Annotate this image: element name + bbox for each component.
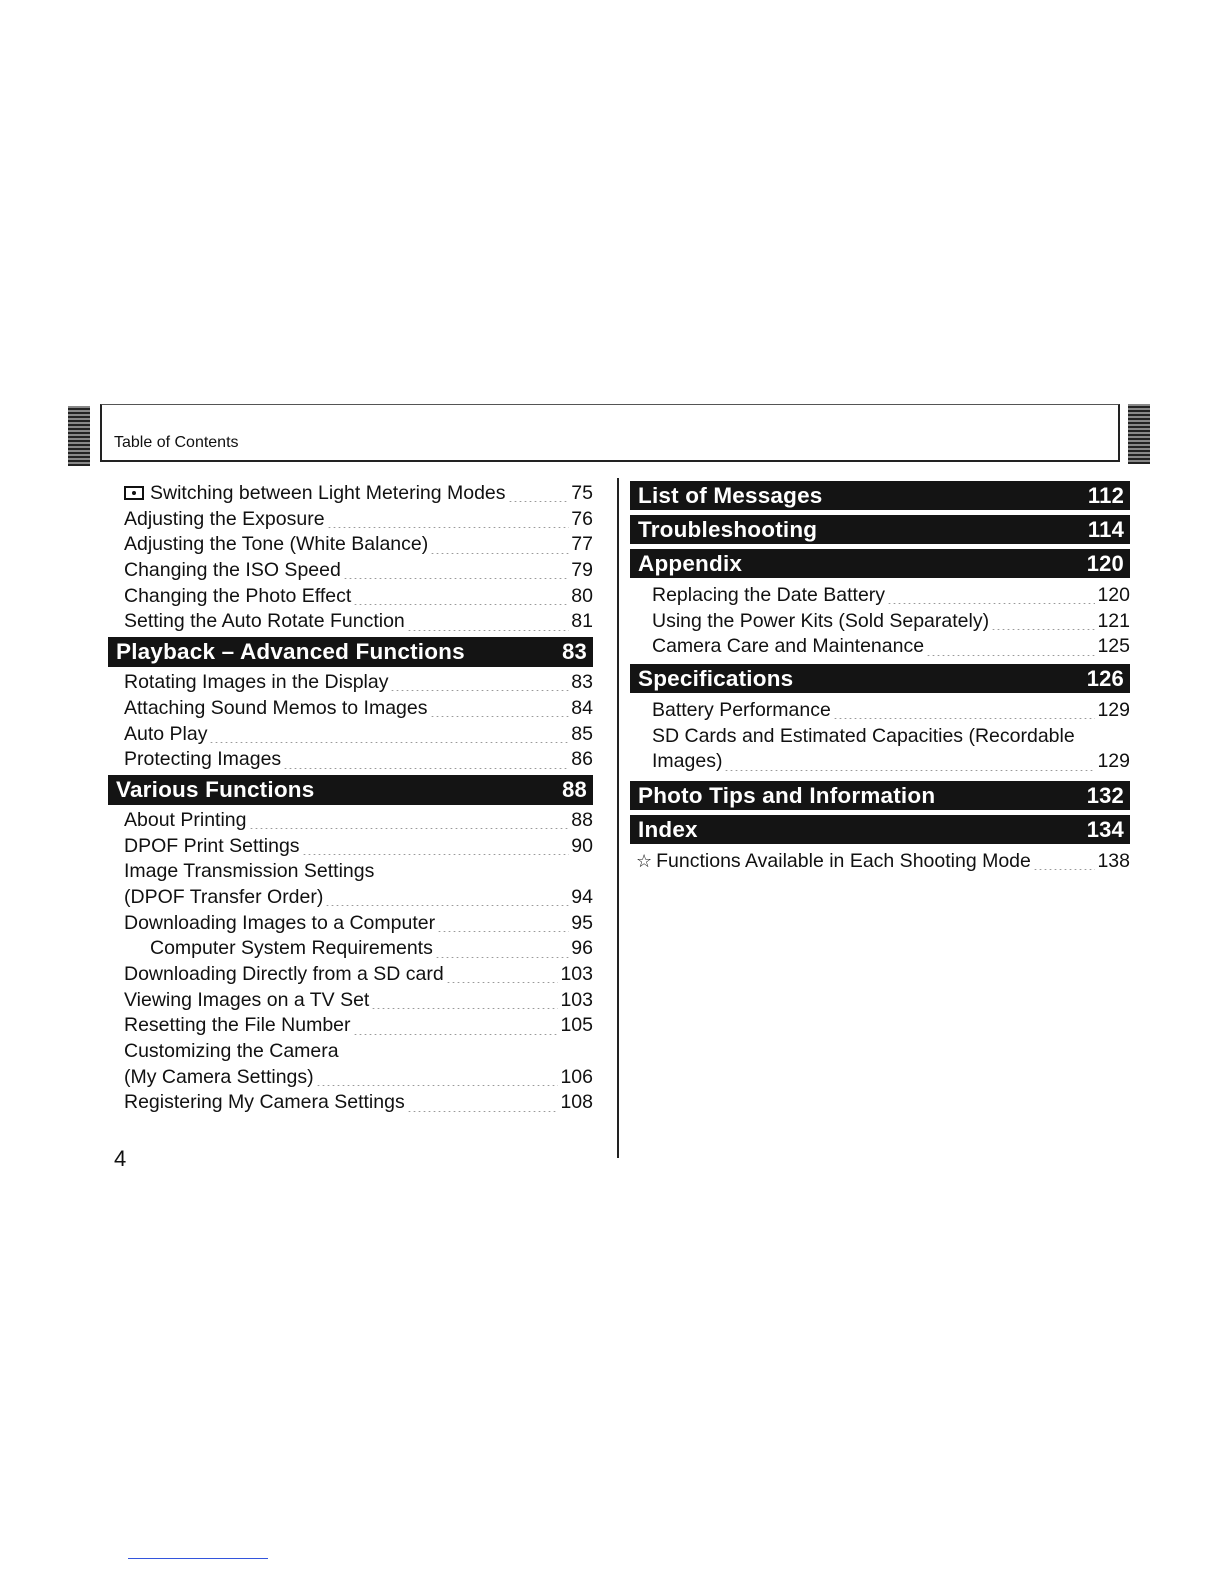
toc-entry[interactable] (108, 988, 593, 1014)
toc-entry-page: 125 (1097, 635, 1130, 658)
toc-entry[interactable] (630, 698, 1130, 724)
toc-entry-page: 90 (571, 834, 593, 857)
section-title: Photo Tips and Information (638, 782, 936, 808)
toc-entry-page: 83 (571, 671, 593, 694)
toc-entry-page: 84 (571, 696, 593, 719)
toc-entry-title: About Printing (124, 808, 247, 831)
toc-entry-page: 88 (571, 808, 593, 831)
dot-leader (437, 931, 569, 932)
section-page: 120 (1086, 550, 1124, 576)
section-page: 132 (1086, 782, 1124, 808)
toc-entry-page: 85 (571, 722, 593, 745)
toc-entry-line[interactable]: Customizing the Camera (124, 1040, 339, 1063)
toc-entry-title: Adjusting the Exposure (124, 507, 325, 530)
toc-entry-title: (DPOF Transfer Order) (124, 885, 324, 908)
dot-leader (325, 905, 569, 906)
column-divider (617, 478, 619, 1158)
toc-entry-title: Changing the Photo Effect (124, 584, 352, 607)
toc-entry-title: Protecting Images (124, 748, 282, 771)
section-page: 134 (1086, 816, 1124, 842)
section-title: Index (638, 816, 698, 842)
toc-entry-page: 103 (560, 988, 593, 1011)
toc-entry[interactable] (108, 808, 593, 834)
toc-entry-page: 94 (571, 885, 593, 908)
page-header-title: Table of Contents (114, 434, 239, 451)
dot-leader (430, 553, 569, 554)
toc-entry[interactable] (630, 749, 1130, 775)
section-page: 112 (1087, 482, 1124, 508)
section-title: Various Functions (116, 776, 315, 802)
toc-entry-title: Resetting the File Number (124, 1014, 351, 1037)
section-bar-troubleshooting[interactable] (630, 515, 1130, 544)
toc-entry-title: Battery Performance (652, 699, 831, 722)
toc-entry-page: 138 (1097, 850, 1130, 873)
toc-entry-title: Replacing the Date Battery (652, 584, 886, 606)
dot-leader (249, 828, 570, 829)
section-bar-photo-tips[interactable] (630, 781, 1130, 810)
toc-entry-title: Downloading Directly from a SD card (124, 963, 444, 985)
toc-entry[interactable] (630, 609, 1130, 635)
section-bar-index[interactable] (630, 815, 1130, 844)
dot-leader (887, 603, 1095, 604)
dot-leader (991, 629, 1095, 630)
toc-entry[interactable] (108, 885, 593, 911)
dot-leader (302, 854, 570, 855)
dot-leader (371, 1008, 558, 1009)
toc-entry[interactable] (108, 834, 593, 860)
toc-entry-page: 108 (560, 1091, 593, 1114)
toc-entry[interactable] (108, 670, 593, 696)
toc-entry-title: Images) (652, 750, 723, 773)
toc-entry-page: 129 (1097, 699, 1130, 722)
toc-entry[interactable] (108, 747, 593, 773)
dot-leader (407, 1111, 559, 1112)
toc-entry-page: 105 (560, 1014, 593, 1037)
footer-link-underline (128, 1558, 268, 1559)
dot-leader (283, 768, 569, 769)
toc-entry[interactable] (108, 696, 593, 722)
light-metering-icon (124, 486, 144, 500)
toc-entry-title: Changing the ISO Speed (124, 559, 341, 582)
toc-entry-title: Functions Available in Each Shooting Mode (656, 850, 1031, 873)
header-frame (100, 404, 1120, 462)
toc-entry-page: 95 (571, 911, 593, 934)
dot-leader (353, 1034, 559, 1035)
toc-entry-title: (My Camera Settings) (124, 1065, 314, 1088)
section-bar-appendix[interactable] (630, 549, 1130, 578)
toc-entry[interactable] (108, 558, 593, 584)
toc-entry[interactable] (108, 584, 593, 610)
toc-entry-page: 129 (1097, 750, 1130, 773)
toc-entry[interactable] (108, 722, 593, 748)
section-bar-playback[interactable] (108, 637, 593, 667)
toc-entry-page: 79 (571, 559, 593, 582)
dot-leader (446, 982, 559, 983)
edge-tab-mark-left (68, 406, 90, 466)
toc-entry-label (124, 481, 506, 507)
page-number: 4 (114, 1146, 127, 1171)
toc-entry[interactable] (108, 507, 593, 533)
section-bar-list-of-messages[interactable] (630, 481, 1130, 510)
dot-leader (430, 716, 570, 717)
star-icon: ☆ (636, 851, 653, 872)
section-page: 88 (562, 776, 587, 802)
toc-entry-title: Computer System Requirements (150, 937, 433, 960)
section-page: 126 (1086, 665, 1124, 691)
toc-subentry[interactable] (108, 936, 593, 962)
toc-entry-title: Registering My Camera Settings (124, 1091, 405, 1114)
dot-leader (327, 527, 570, 528)
toc-entry-page: 75 (571, 482, 593, 504)
toc-entry-title: Switching between Light Metering Modes (150, 482, 506, 504)
dot-leader (1033, 869, 1096, 870)
toc-entry-page: 80 (571, 584, 593, 607)
dot-leader (508, 501, 570, 502)
dot-leader (343, 578, 569, 579)
toc-entry-label (636, 849, 1031, 875)
toc-entry[interactable] (108, 609, 593, 635)
toc-entry-line[interactable]: SD Cards and Estimated Capacities (Recordable (652, 724, 1075, 747)
toc-entry-page: 86 (571, 748, 593, 771)
toc-entry[interactable] (108, 1090, 593, 1116)
toc-entry[interactable] (108, 1013, 593, 1039)
dot-leader (833, 718, 1096, 719)
section-bar-specifications[interactable] (630, 664, 1130, 693)
section-title: Specifications (638, 665, 794, 691)
toc-entry-title: Using the Power Kits (Sold Separately) (652, 609, 990, 632)
dot-leader (926, 655, 1095, 656)
toc-entry[interactable] (108, 532, 593, 558)
toc-entry-title: DPOF Print Settings (124, 834, 300, 857)
toc-entry[interactable] (108, 481, 593, 507)
edge-tab-mark-right (1128, 404, 1150, 464)
toc-entry-title: Downloading Images to a Computer (124, 911, 436, 934)
toc-entry-title: Viewing Images on a TV Set (124, 988, 370, 1011)
toc-entry[interactable] (108, 911, 593, 937)
toc-entry-title: Setting the Auto Rotate Function (124, 610, 405, 633)
toc-entry-title: Attaching Sound Memos to Images (124, 696, 428, 719)
toc-entry-title: Camera Care and Maintenance (652, 635, 925, 658)
toc-entry-page: 103 (560, 963, 593, 985)
section-page: 114 (1087, 516, 1124, 542)
toc-entry-page: 77 (571, 533, 593, 556)
toc-entry-line[interactable]: Image Transmission Settings (124, 860, 375, 883)
toc-entry[interactable] (630, 634, 1130, 660)
toc-left-column (108, 481, 593, 1116)
toc-entry-title: Adjusting the Tone (White Balance) (124, 533, 429, 556)
toc-entry-title: Rotating Images in the Display (124, 671, 389, 694)
dot-leader (209, 742, 569, 743)
section-title: Appendix (638, 550, 743, 576)
dot-leader (316, 1085, 559, 1086)
section-title: Troubleshooting (638, 516, 818, 542)
toc-entry[interactable] (108, 1065, 593, 1091)
dot-leader (407, 630, 570, 631)
toc-entry-page: 106 (560, 1065, 593, 1088)
toc-entry[interactable] (630, 849, 1130, 875)
toc-entry-title: Auto Play (124, 722, 208, 745)
section-title: Playback – Advanced Functions (116, 639, 465, 665)
section-title: List of Messages (638, 482, 823, 508)
toc-entry[interactable] (108, 962, 593, 988)
section-page: 83 (562, 639, 587, 665)
toc-right-column (630, 481, 1130, 875)
toc-entry[interactable] (630, 583, 1130, 609)
toc-entry-page: 120 (1097, 584, 1130, 606)
dot-leader (724, 770, 1095, 771)
section-bar-various-functions[interactable] (108, 775, 593, 805)
dot-leader (435, 957, 569, 958)
toc-entry-page: 96 (571, 937, 593, 960)
toc-entry-page: 76 (571, 507, 593, 530)
dot-leader (390, 690, 569, 691)
toc-entry-page: 121 (1097, 609, 1130, 632)
dot-leader (353, 604, 569, 605)
toc-entry-page: 81 (571, 610, 593, 633)
